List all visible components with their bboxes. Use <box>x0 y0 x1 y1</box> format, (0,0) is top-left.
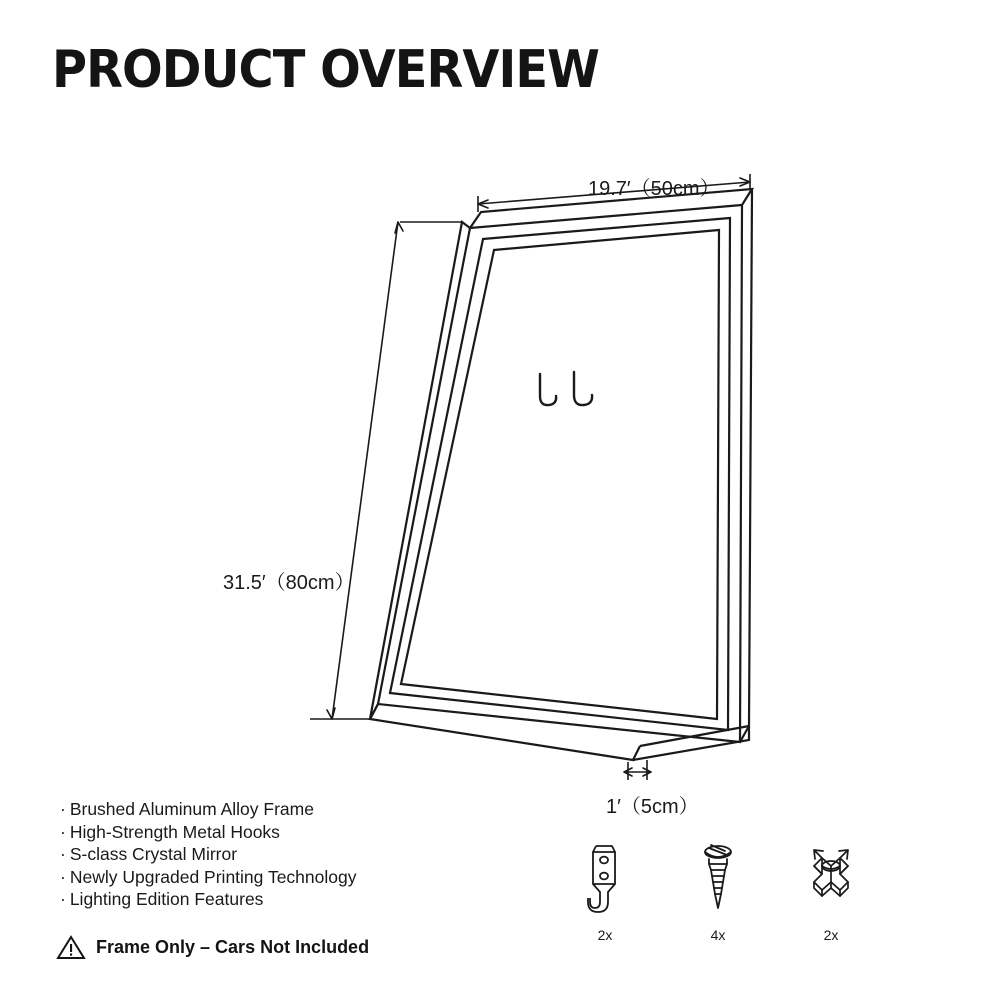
bullet-marker: · <box>60 799 66 819</box>
dimension-label-height: 31.5′（80cm） <box>223 572 355 594</box>
hook-left-icon <box>540 374 556 405</box>
list-item <box>60 798 490 821</box>
frame-bottom-face <box>633 726 749 760</box>
accessory-screw <box>673 840 763 943</box>
dimension-label-depth: 1′（5cm） <box>606 796 699 818</box>
frame-front-face <box>378 205 742 742</box>
bullet-marker: · <box>60 866 66 887</box>
list-item <box>60 821 490 844</box>
accessory-wall-anchor <box>786 840 876 943</box>
bullet-marker: · <box>60 889 66 909</box>
frame-inner-bevel <box>390 218 730 730</box>
list-item <box>60 888 490 911</box>
accessory-wall-hook <box>560 840 650 943</box>
bullet-marker: · <box>60 844 66 864</box>
warning-notice <box>56 934 369 960</box>
list-item <box>60 843 490 866</box>
frame-left-edge <box>370 222 470 719</box>
feature-text: Lighting Edition Features <box>69 889 264 909</box>
dimension-bottom <box>624 760 651 780</box>
accessory-qty: 4x <box>710 927 726 943</box>
accessory-qty: 2x <box>823 927 839 943</box>
dimension-label-width: 19.7′（50cm） <box>588 178 720 200</box>
page-title: PRODUCT OVERVIEW <box>52 40 600 100</box>
wall-hook-icon <box>560 840 650 920</box>
feature-text: High-Strength Metal Hooks <box>69 821 280 842</box>
hook-pair <box>540 372 592 405</box>
warning-triangle-icon <box>56 934 86 960</box>
screw-icon <box>673 840 763 920</box>
feature-text: S-class Crystal Mirror <box>69 844 238 864</box>
feature-list <box>60 798 490 911</box>
hook-right-icon <box>574 372 592 405</box>
frame-bottom-edge <box>370 704 640 760</box>
accessories-row <box>560 840 890 955</box>
frame-bottom-right-edge <box>640 726 749 746</box>
feature-text: Newly Upgraded Printing Technology <box>69 866 357 887</box>
warning-text: Frame Only – Cars Not Included <box>96 936 370 957</box>
dimension-left <box>310 222 462 719</box>
accessory-qty: 2x <box>597 927 613 943</box>
frame-right-edge <box>740 189 752 742</box>
list-item <box>60 866 490 889</box>
wall-anchor-icon <box>786 840 876 920</box>
feature-text: Brushed Aluminum Alloy Frame <box>69 799 314 819</box>
bullet-marker: · <box>60 821 66 842</box>
mirror-glass <box>401 230 719 719</box>
